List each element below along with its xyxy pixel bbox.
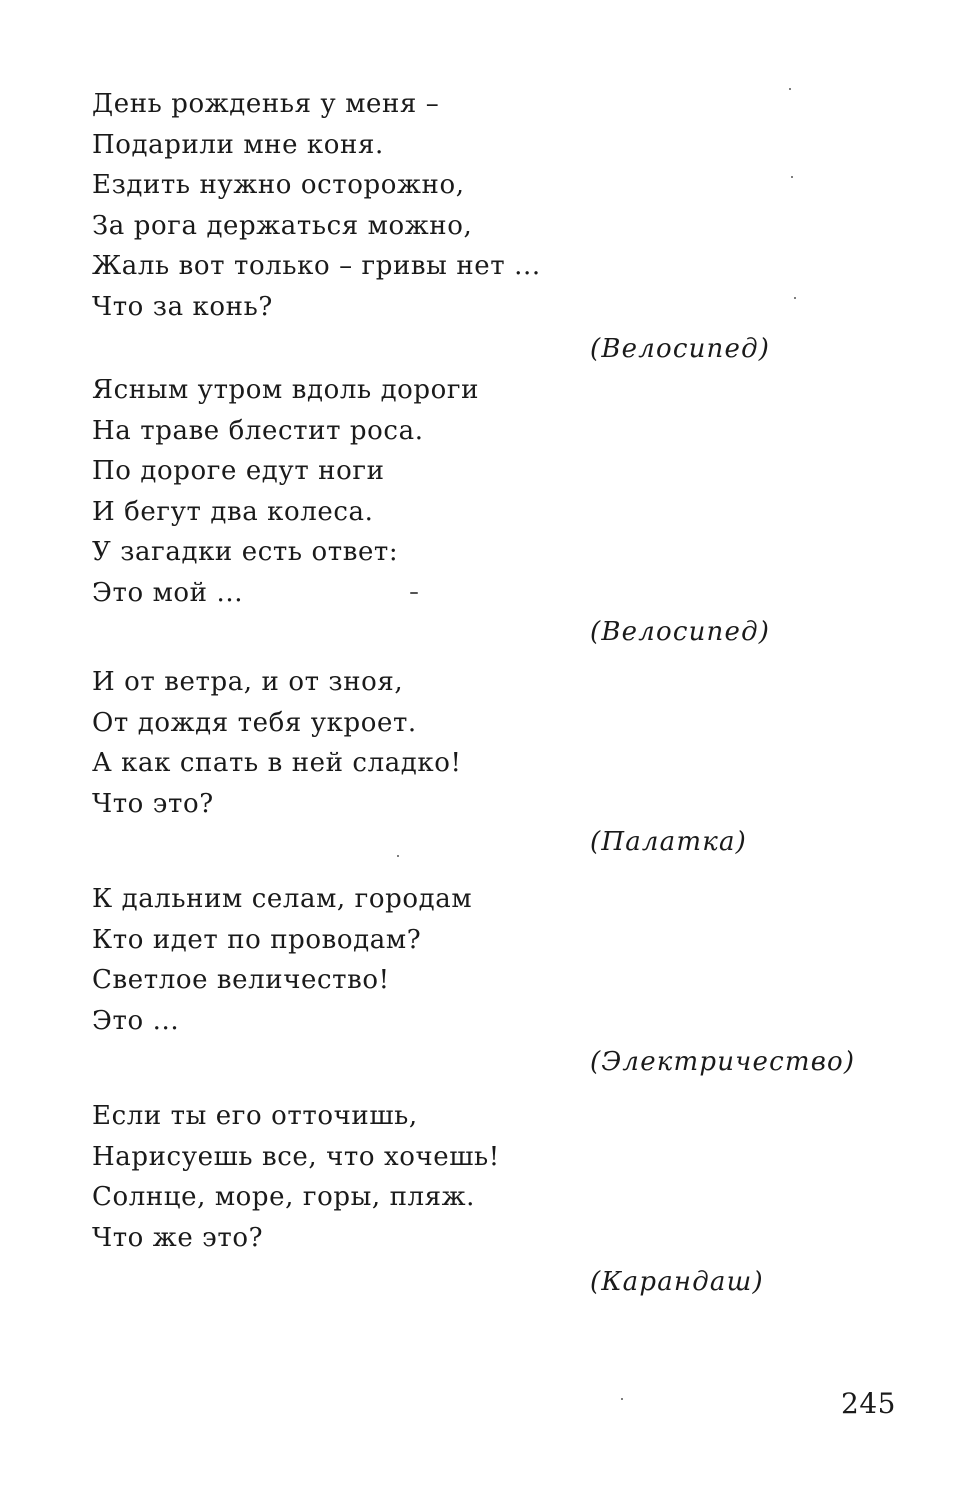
riddle-5-answer: (Карандаш): [590, 1267, 764, 1297]
riddle-1-answer: (Велосипед): [590, 334, 771, 364]
riddle-4-answer: (Электричество): [590, 1047, 856, 1077]
riddle-3-answer: (Палатка): [590, 827, 747, 857]
riddle-line: К дальним селам, городам: [92, 884, 473, 914]
riddle-line: По дороге едут ноги: [92, 456, 385, 487]
riddle-5: [92, 1096, 652, 1258]
riddle-3: [92, 662, 652, 824]
riddle-line: Ясным утром вдоль дороги: [92, 375, 480, 405]
riddle-line: Что за конь?: [92, 291, 273, 322]
riddle-line: Это ...: [92, 1005, 180, 1036]
riddle-line: А как спать в ней сладко!: [92, 748, 462, 779]
riddle-line: И бегут два колеса.: [92, 496, 374, 527]
scan-speck: [791, 176, 793, 178]
scan-speck: [621, 1398, 623, 1400]
riddle-line: Жаль вот только – гривы нет ...: [92, 251, 541, 282]
scan-speck: [789, 88, 791, 90]
riddle-line: Это мой ...: [92, 577, 244, 608]
riddle-line: Солнце, море, горы, пляж.: [92, 1182, 476, 1213]
riddle-1: [92, 84, 652, 328]
scan-speck: [410, 592, 418, 594]
riddle-line: Что это?: [92, 788, 214, 819]
riddle-2: [92, 370, 652, 614]
riddle-line: У загадки есть ответ:: [92, 537, 399, 568]
riddle-line: Подарили мне коня.: [92, 129, 384, 160]
page-number: 245: [841, 1387, 896, 1420]
riddle-line: За рога держаться можно,: [92, 210, 473, 241]
riddle-line: На траве блестит роса.: [92, 415, 424, 446]
riddle-2-answer: (Велосипед): [590, 617, 771, 647]
riddle-line: Если ты его отточишь,: [92, 1101, 418, 1131]
riddle-line: Что же это?: [92, 1222, 264, 1253]
riddle-line: Светлое величество!: [92, 965, 390, 996]
scan-speck: [794, 297, 796, 299]
scan-speck: [397, 855, 399, 857]
riddle-line: Нарисуешь все, что хочешь!: [92, 1141, 500, 1172]
riddle-line: Ездить нужно осторожно,: [92, 170, 465, 201]
riddle-line: От дождя тебя укроет.: [92, 707, 417, 738]
riddle-4: [92, 879, 652, 1041]
riddle-line: Кто идет по проводам?: [92, 924, 422, 955]
riddle-line: И от ветра, и от зноя,: [92, 667, 404, 697]
riddle-line: День рожденья у меня –: [92, 89, 440, 119]
